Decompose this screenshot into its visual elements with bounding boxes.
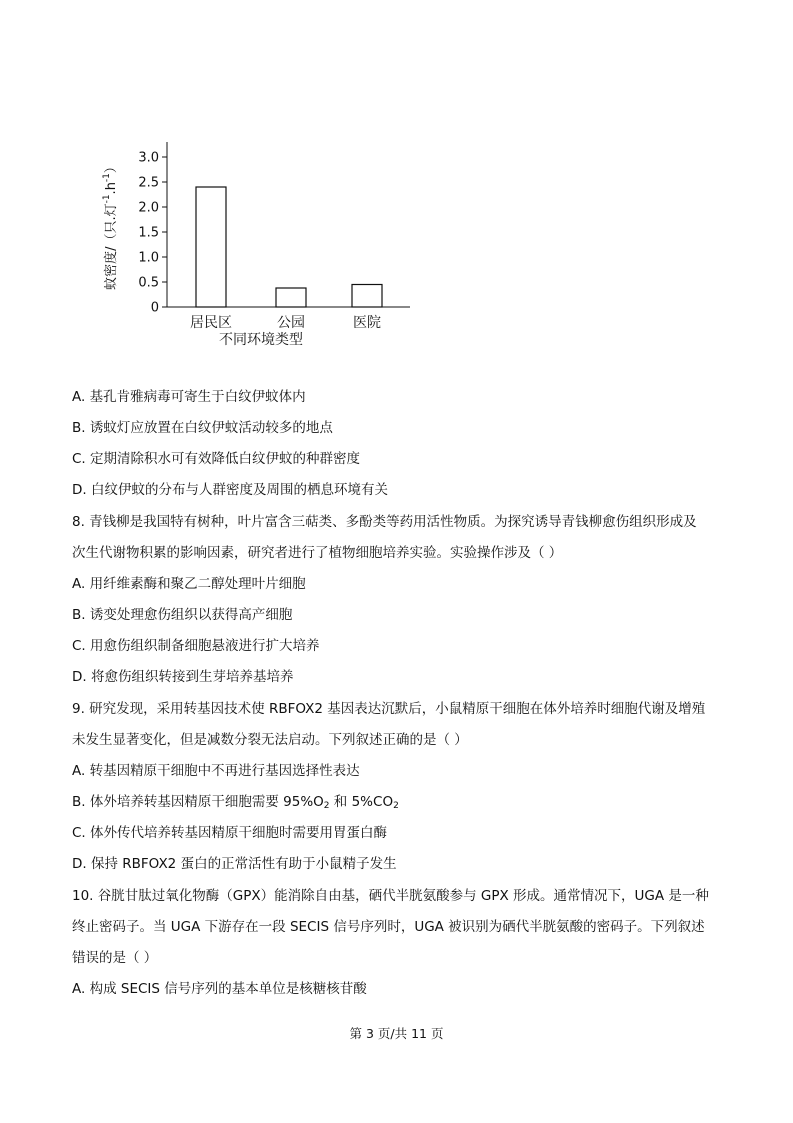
q7-option-a: A. 基孔肯雅病毒可寄生于白纹伊蚊体内 <box>72 389 306 405</box>
q9-stem-line1: 9. 研究发现，采用转基因技术使 RBFOX2 基因表达沉默后，小鼠精原干细胞在体外培养时细胞代谢及增殖 <box>72 701 706 717</box>
q8-option-c: C. 用愈伤组织制备细胞悬液进行扩大培养 <box>72 638 320 654</box>
y-tick-label: 1.0 <box>138 250 159 266</box>
q9-stem-line2: 未发生显著变化，但是减数分裂无法启动。下列叙述正确的是（ ） <box>72 732 468 748</box>
y-tick-labels <box>138 151 167 316</box>
y-tick-label: 3.0 <box>138 150 159 166</box>
bar-2 <box>276 288 306 307</box>
q8-stem-line1: 8. 青钱柳是我国特有树种，叶片富含三萜类、多酚类等药用活性物质。为探究诱导青钱柳愈伤组织形成及 <box>72 514 697 530</box>
q9-option-a: A. 转基因精原干细胞中不再进行基因选择性表达 <box>72 763 360 779</box>
x-tick-labels <box>190 315 381 331</box>
y-tick-label: 0 <box>150 300 159 316</box>
y-tick-label: 2.0 <box>138 200 159 216</box>
q8-stem-line2: 次生代谢物积累的影响因素，研究者进行了植物细胞培养实验。实验操作涉及（ ） <box>72 545 563 561</box>
q10-stem-line3: 错误的是（ ） <box>72 950 158 966</box>
x-tick-label: 居民区 <box>190 315 232 331</box>
q10-stem-line1: 10. 谷胱甘肽过氧化物酶（GPX）能消除自由基，硒代半胱氨酸参与 GPX 形成。通常情况下，UGA 是一种 <box>72 888 709 904</box>
x-axis-label: 不同环境类型 <box>219 332 303 348</box>
y-axis-label: 蚊密度/（只.灯$^{-1}.h^{-1}$） <box>102 160 119 290</box>
q9-option-d: D. 保持 RBFOX2 蛋白的正常活性有助于小鼠精子发生 <box>72 856 397 872</box>
q9-option-c: C. 体外传代培养转基因精原干细胞时需要用胃蛋白酶 <box>72 825 388 841</box>
q8-option-a: A. 用纤维素酶和聚乙二醇处理叶片细胞 <box>72 576 306 592</box>
bars <box>196 187 382 307</box>
y-tick-label: 1.5 <box>138 225 159 241</box>
bar-1 <box>196 187 226 307</box>
q7-option-b: B. 诱蚊灯应放置在白纹伊蚊活动较多的地点 <box>72 420 333 436</box>
q7-option-c: C. 定期清除积水可有效降低白纹伊蚊的种群密度 <box>72 451 361 467</box>
x-tick-label: 医院 <box>353 315 381 331</box>
q7-option-d: D. 白纹伊蚊的分布与人群密度及周围的栖息环境有关 <box>72 482 388 498</box>
y-tick-label: 0.5 <box>138 275 159 291</box>
bar-3 <box>352 285 382 308</box>
bar-chart <box>95 110 425 360</box>
q9-option-b: B. 体外培养转基因精原干细胞需要 $95\%O_2$ 和 $5\%CO_2$ <box>72 794 399 811</box>
q10-option-a: A. 构成 SECIS 信号序列的基本单位是核糖核苷酸 <box>72 981 367 997</box>
x-tick-label: 公园 <box>277 315 305 331</box>
q10-stem-line2: 终止密码子。当 UGA 下游存在一段 SECIS 信号序列时，UGA 被识别为硒代半胱氨酸的密码子。下列叙述 <box>72 919 705 935</box>
page-footer: 第 3 页/共 11 页 <box>349 1026 444 1041</box>
y-tick-label: 2.5 <box>138 175 159 191</box>
q8-option-b: B. 诱变处理愈伤组织以获得高产细胞 <box>72 607 293 623</box>
q8-option-d: D. 将愈伤组织转接到生芽培养基培养 <box>72 669 294 685</box>
